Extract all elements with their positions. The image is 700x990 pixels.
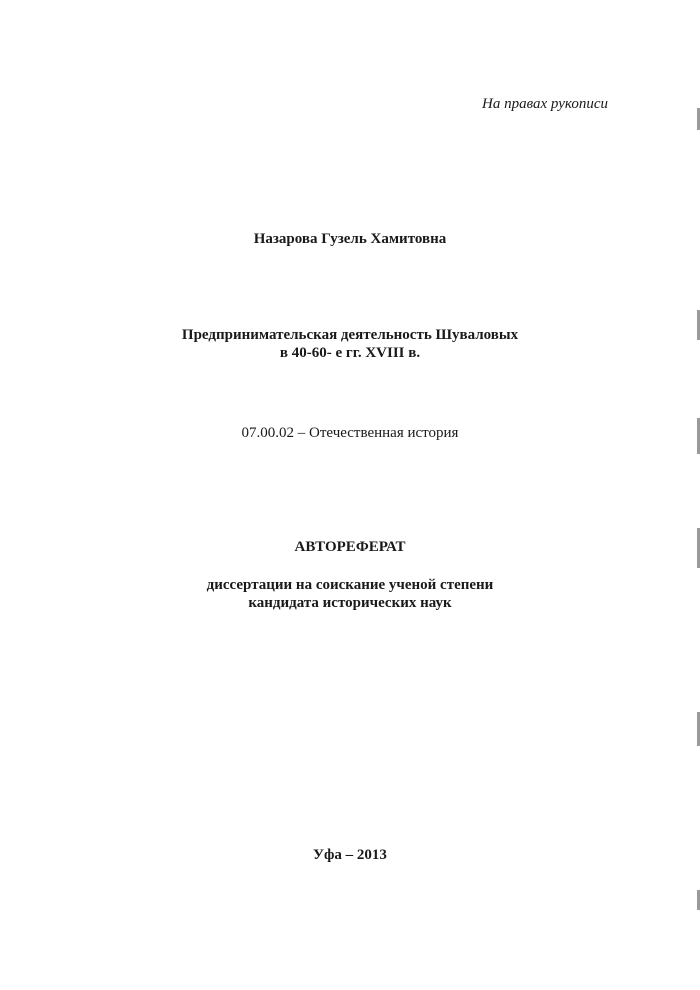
purpose-line-1: диссертации на соискание ученой степени [206,577,494,593]
title-line-2: в 40-60- е гг. XVIII в. [279,345,421,361]
manuscript-note: На правах рукописи [482,96,608,112]
author-name: Назарова Гузель Хамитовна [253,231,447,247]
purpose-line-2: кандидата исторических наук [248,595,452,611]
place-year: Уфа – 2013 [313,847,387,863]
title-line-1: Предпринимательская деятельность Шуваловых [181,327,519,343]
specialty: 07.00.02 – Отечественная история [241,425,459,441]
document-type: АВТОРЕФЕРАТ [294,539,406,555]
